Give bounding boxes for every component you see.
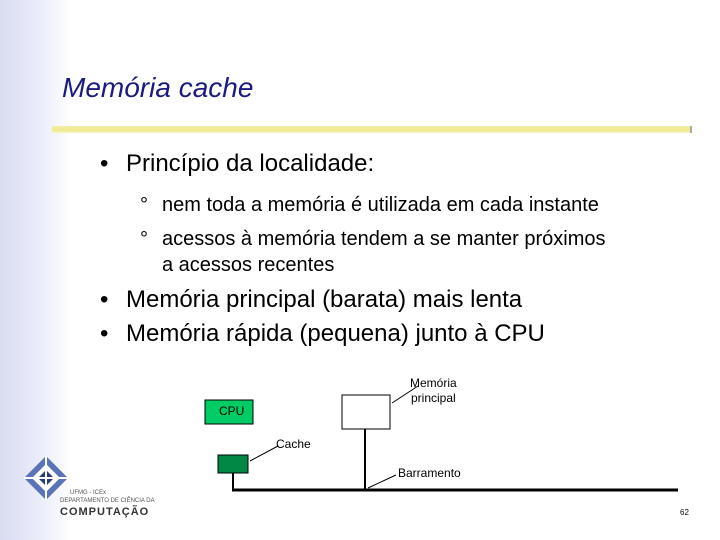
bullet-main-memory [100, 286, 522, 314]
bullet-text: Princípio da localidade: [126, 150, 375, 177]
bus-label: Barramento [398, 466, 461, 480]
bullet-marker: • [100, 320, 109, 347]
bullet-locality [100, 150, 374, 178]
bullet-text: Memória principal (barata) mais lenta [126, 286, 523, 313]
main-memory-label-line1: Memória [410, 376, 457, 390]
main-memory-label-line2: principal [410, 391, 456, 405]
subbullet-2-continuation: a acessos recentes [162, 254, 335, 276]
bullet-marker: • [100, 150, 109, 177]
bus-pointer [368, 475, 396, 488]
subbullet-marker: ° [140, 194, 148, 216]
subbullet-2 [140, 228, 606, 251]
subbullet-text: nem toda a memória é utilizada em cada instante [162, 194, 599, 216]
cache-pointer [250, 446, 278, 461]
bullet-text: Memória rápida (pequena) junto à CPU [126, 320, 545, 347]
subbullet-1 [140, 194, 599, 217]
page-number: 62 [680, 508, 689, 517]
cache-label: Cache [276, 437, 311, 451]
logo-line1: UFMG - ICEx [70, 490, 106, 496]
cache-box [218, 455, 248, 473]
logo-line3: COMPUTAÇÃO [60, 506, 150, 518]
subbullet-text: acessos à memória tendem a se manter próximos [162, 228, 606, 250]
bullet-fast-memory [100, 320, 545, 348]
slide-title: Memória cache [62, 72, 254, 103]
bullet-marker: • [100, 286, 109, 313]
main-memory-label [410, 376, 457, 406]
logo-line2: DEPARTAMENTO DE CIÊNCIA DA [60, 498, 155, 504]
title-underline [52, 126, 692, 133]
main-memory-box [342, 395, 390, 429]
cpu-label: CPU [219, 404, 245, 418]
subbullet-marker: ° [140, 228, 148, 250]
